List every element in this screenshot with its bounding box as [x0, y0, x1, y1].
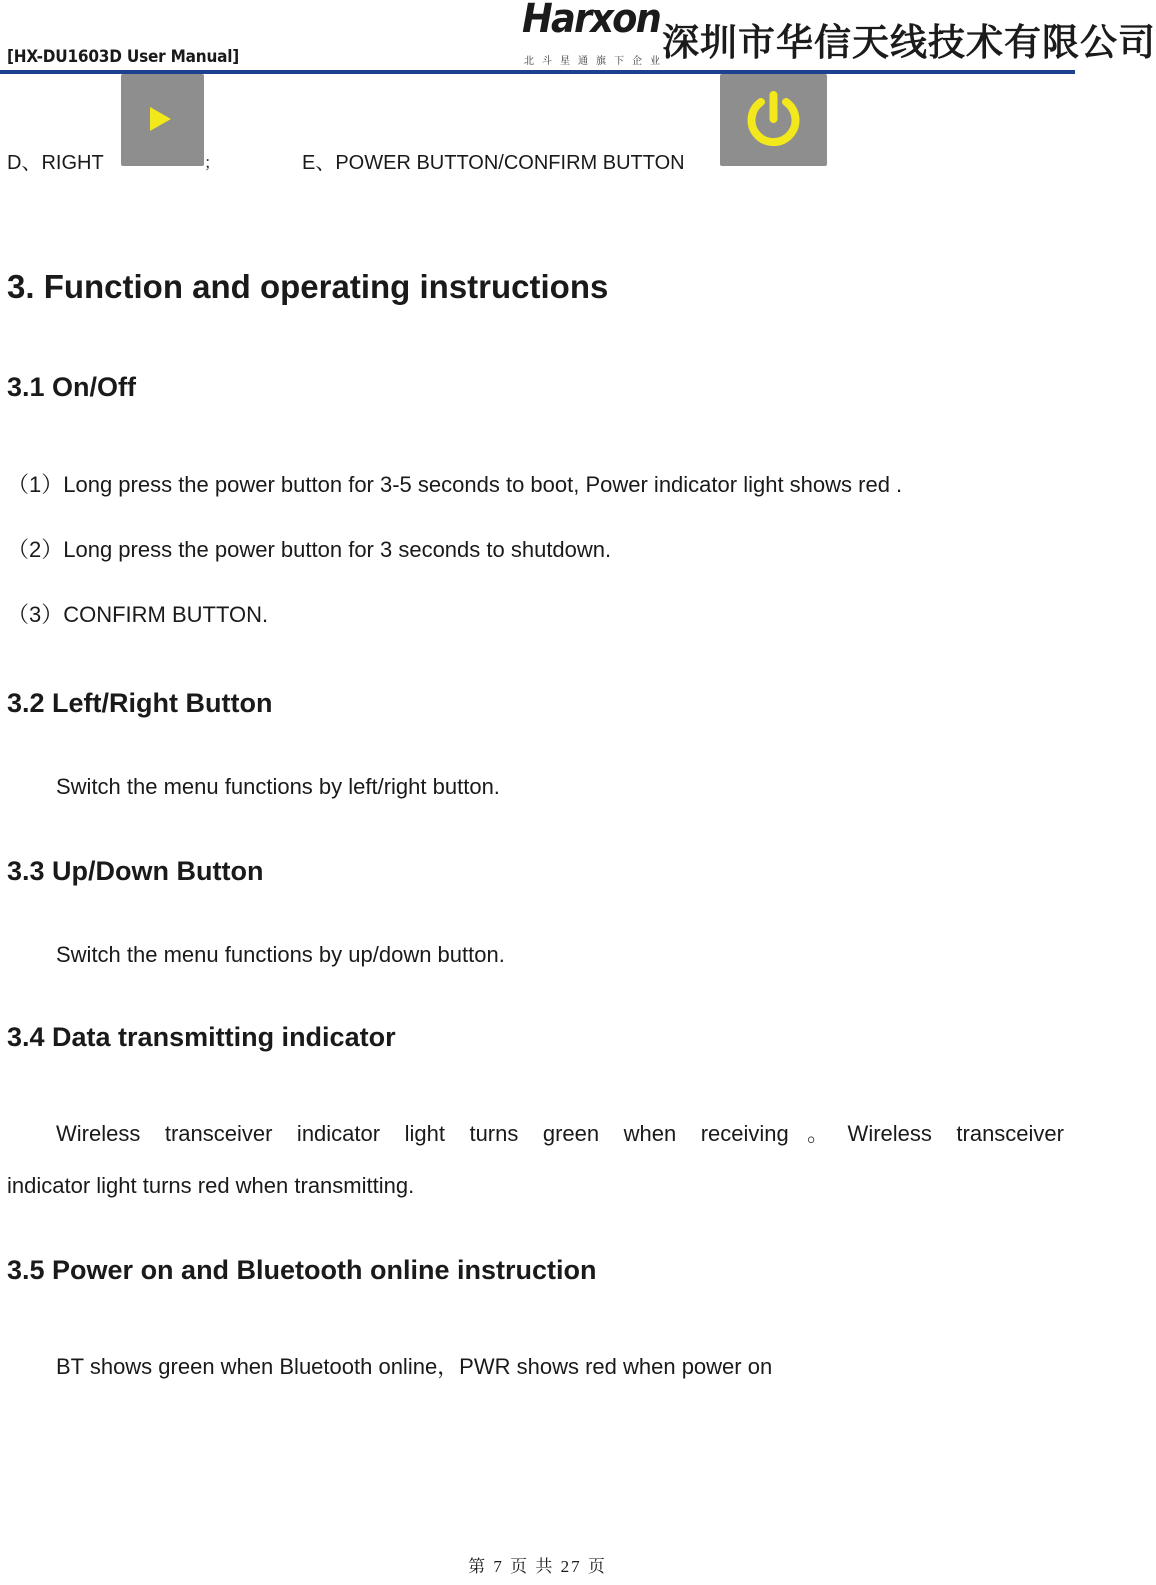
bluetooth-text: BT shows green when Bluetooth online，PWR shows red when power on [56, 1354, 773, 1379]
logo-wordmark: Harxon [522, 0, 660, 42]
data-indicator-line-1: Wireless transceiver indicator light turns green when receiving。Wireless transceiver [56, 1121, 1064, 1146]
logo-subtitle: 北斗星通旗下企业 [524, 56, 668, 67]
section-3-1-heading: 3.1 On/Off [7, 372, 137, 402]
onoff-item-1: （1）Long press the power button for 3-5 seconds to boot, Power indicator light shows red . [7, 472, 903, 497]
section-3-2-heading: 3.2 Left/Right Button [7, 688, 273, 718]
up-down-text: Switch the menu functions by up/down button. [56, 942, 505, 967]
separator: ； [204, 155, 221, 172]
section-3-heading: 3. Function and operating instructions [7, 268, 609, 305]
section-3-4-heading: 3.4 Data transmitting indicator [7, 1022, 396, 1052]
onoff-item-2: （2）Long press the power button for 3 seconds to shutdown. [7, 537, 612, 562]
page-number: 第 7 页 共 27 页 [468, 1557, 607, 1576]
power-button-label: E、POWER BUTTON/CONFIRM BUTTON [302, 152, 685, 174]
right-button-label: D、RIGHT [7, 152, 104, 174]
power-button-image [720, 74, 827, 166]
play-triangle-icon [121, 74, 204, 166]
company-name: 深圳市华信天线技术有限公司 [662, 21, 1156, 64]
harxon-logo [522, 0, 668, 70]
right-button-image [121, 74, 204, 166]
section-3-5-heading: 3.5 Power on and Bluetooth online instruction [7, 1255, 597, 1285]
data-indicator-line-2: indicator light turns red when transmitting. [7, 1173, 415, 1198]
manual-title: [HX-DU1603D User Manual] [7, 47, 240, 67]
onoff-item-3: （3）CONFIRM BUTTON. [7, 602, 269, 627]
section-3-3-heading: 3.3 Up/Down Button [7, 856, 264, 886]
left-right-text: Switch the menu functions by left/right button. [56, 774, 500, 799]
power-symbol-icon [720, 74, 827, 166]
